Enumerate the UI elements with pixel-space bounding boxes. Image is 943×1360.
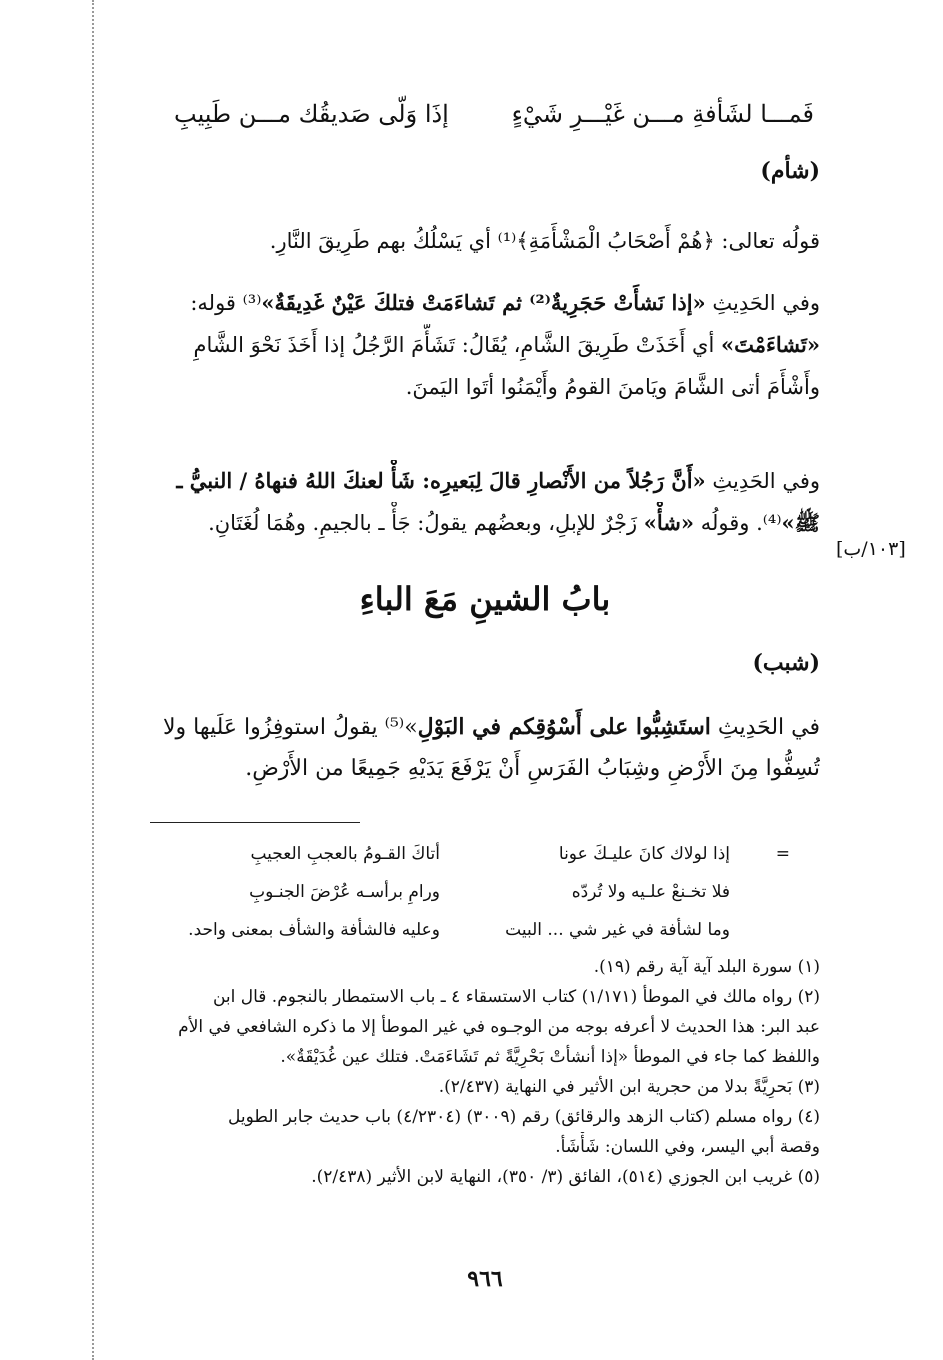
paragraph-hadith-1 xyxy=(150,282,820,408)
text-run: زَجْرٌ للإبلِ، وبعضُهم يقولُ: جَأْ ـ بالجيمِ. وهُمَا لُغَتَانِ. xyxy=(208,511,644,535)
paragraph-line: قولُه تعالى: ﴿هُمْ أَصْحَابُ الْمَشْأَمَةِ﴾⁽¹⁾ أي يَسْلُكُ بهم طَرِيقَ النَّارِ. xyxy=(269,229,820,253)
text-run: أي أَخَذَتْ طَرِيقَ الشَّامِ، يُقَالُ: تَشَأَّمَ الرَّجُلُ إذا أَخَذَ نَحْوَ الشَّامِ xyxy=(193,333,722,357)
chapter-heading: بابُ الشينِ مَعَ الباءِ xyxy=(359,580,611,618)
entry-heading-sham: (شأم) xyxy=(760,158,820,184)
poem-verse xyxy=(174,92,814,136)
poem-right-hemistich: إذا لولاك كانَ عليـكَ عونا xyxy=(558,844,730,864)
manuscript-folio-reference: [١٠٣/ب] xyxy=(836,538,906,560)
footnote-poem-row xyxy=(150,914,820,950)
footnote-poem-row xyxy=(150,838,820,874)
footnote-2-line: واللفظ كما جاء في الموطأ «إذا أنشأتْ بَحْرِيَّةً ثم تَشَاءَمَتْ. فتلك عين غُدَيْقَةٌ». xyxy=(280,1047,820,1067)
text-run: ⁽³⁾ قوله: xyxy=(190,291,262,315)
paragraph-line: تُسِفُّوا مِنَ الأَرْضِ وشِبَابُ الفَرَسِ أَنْ يَرْفَعَ يَدَيْهِ جَمِيعًا من الأَرْضِ. xyxy=(245,756,820,781)
paragraph-line xyxy=(150,324,820,366)
text-run: في الحَدِيثِ xyxy=(710,715,820,740)
paragraph-hadith-2 xyxy=(150,460,820,544)
footnote-poem-row xyxy=(150,876,820,912)
hadith-quote: «أَنَّ رَجُلاً من الأَنْصارِ قالَ لِبَعيرِه: شَأْ لعنكَ اللهُ فنهاهُ / النبيُّ ـ xyxy=(176,468,706,493)
hadith-quote: استَشِبُّوا على أَسْوُقِكم في البَوْلِ xyxy=(417,714,711,740)
footnote-2-line: (٢) رواه مالك في الموطأ (١/١٧١) كتاب الاستسقاء ٤ ـ باب الاستمطار بالنجوم. قال ابن xyxy=(212,987,820,1007)
footnote-1: (١) سورة البلد آية آية رقم (١٩). xyxy=(593,957,820,977)
page-edge-dotted-line xyxy=(92,0,94,1360)
footnote-separator-rule xyxy=(150,822,360,823)
poem-left-hemistich: وعليه فالشأفة والشأف بمعنى واحد. xyxy=(188,920,440,940)
paragraph-line xyxy=(150,460,820,502)
poem-left-hemistich: ورامِ برأسـه عُرْضَ الجنـوبِ xyxy=(249,882,440,902)
footnote-4-line: وقصة أبي اليسر، وفي اللسان: شَأْشَأ. xyxy=(555,1137,820,1157)
footnote-4-line: (٤) رواه مسلم (كتاب الزهد والرقائق) رقم (٣٠٠٩) (٤/٢٣٠٤) باب حديث جابر الطويل xyxy=(228,1107,820,1127)
text-run: »⁽⁵⁾ يقولُ استوفِزُوا عَلَيها ولا xyxy=(162,715,418,740)
text-run: وفي الحَدِيثِ xyxy=(705,469,820,493)
footnote-3: (٣) بَحرِيَّةً بدلا من حجرية ابن الأثير في النهاية (٢/٤٣٧). xyxy=(438,1077,820,1097)
paragraph-hadith-3 xyxy=(150,706,820,790)
hadith-word: «تَشاءَمْتَ» xyxy=(721,332,820,357)
poem-right-hemistich: فلا تخـنعْ علـيه ولا تُردّه xyxy=(571,882,730,902)
salutation-glyph: ﷺ» xyxy=(781,510,820,535)
paragraph-line xyxy=(150,282,820,324)
paragraph-line: وأَشْأَمَ أتى الشَّامَ ويَامنَ القومُ وأَيْمَنُوا أتَوا اليَمنَ. xyxy=(405,375,820,399)
paragraph-quran xyxy=(150,220,820,262)
entry-heading-shbb: (شبب) xyxy=(752,650,820,676)
poem-left-hemistich: أتاكَ القـومُ بالعجبِ العجيبِ xyxy=(250,844,440,864)
footnote-2-line: عبد البر: هذا الحديث لا أعرفه بوجه من الوجـوه في غير الموطأ إلا ما ذكره الشافعي في الأم xyxy=(178,1017,820,1037)
continuation-marker: = xyxy=(775,844,790,864)
hadith-quote: «إذا نَشأَتْ حَجَرِيةٌ⁽²⁾ ثم تَشاءَمَتْ فتلكَ عَيْنٌ غَدِيقَةٌ» xyxy=(261,290,706,315)
text-run: وفي الحَدِيثِ xyxy=(705,291,820,315)
text-run: ⁽⁴⁾. وقولُه xyxy=(694,511,782,535)
footnote-5: (٥) غريب ابن الجوزي (٥١٤)، الفائق (٣/ ٣٥٠)، النهاية لابن الأثير (٢/٤٣٨). xyxy=(311,1167,820,1187)
paragraph-line xyxy=(150,706,820,748)
verse-left-hemistich: إذَا وَلّى صَديقُك مـــن طَبِيبِ xyxy=(174,100,449,128)
book-page xyxy=(150,70,906,1310)
hadith-word: «شأْ» xyxy=(643,510,695,535)
paragraph-line xyxy=(150,502,820,544)
poem-right-hemistich: وما لشأفة في غير شي ... البيت xyxy=(505,920,730,940)
page-number: ٩٦٦ xyxy=(467,1266,503,1292)
footnotes xyxy=(150,952,820,1192)
verse-right-hemistich: فَمـــا لشَأفةِ مـــن غَيْـــرِ شَيْءٍ xyxy=(511,100,814,128)
